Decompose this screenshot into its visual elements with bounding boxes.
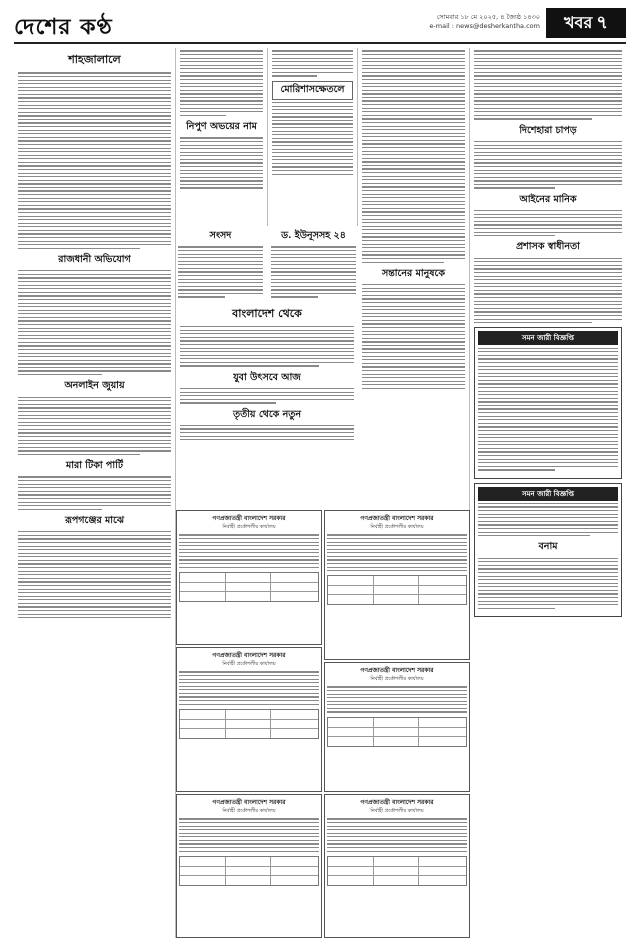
- issue-date: সোমবার ১৮ মে ২০২৫, ৪ জ্যৈষ্ঠ ১৪৩০: [436, 13, 540, 21]
- tender-notice: [324, 662, 470, 792]
- notice-title: সমন জারী বিজ্ঞপ্তি: [478, 487, 618, 501]
- tender-notice: [176, 510, 322, 645]
- article-body: [474, 210, 622, 236]
- tender-table: [179, 856, 319, 886]
- article-body: [272, 50, 353, 76]
- article-body: [18, 72, 171, 249]
- headline-c4-a: সন্তানের মানুষকে: [381, 267, 445, 279]
- column-3: [268, 48, 358, 226]
- headline-c1-low3: রূপগঞ্জের মাঝে: [64, 514, 125, 526]
- section-label: [546, 8, 626, 38]
- article-body: [362, 284, 465, 389]
- tender-notice: [324, 794, 470, 938]
- sub-column: [269, 226, 358, 302]
- section-name: খবর: [564, 13, 593, 32]
- tender-subtitle: নির্বাহী প্রকৌশলীর কার্যালয়: [222, 524, 276, 530]
- contact-email: e-mail : news@desherkantha.com: [429, 22, 540, 30]
- page-number: ৭: [596, 12, 608, 33]
- masthead: [14, 8, 626, 44]
- headline-c3-a: মোরিশাসক্ষেতলে: [272, 81, 353, 100]
- headline-wide-b: যুবা উৎসবে আজ: [233, 371, 301, 383]
- tender-table: [327, 856, 467, 886]
- summons-notice: [474, 327, 622, 478]
- article-body: [18, 531, 171, 618]
- tender-notice: [176, 794, 322, 938]
- tender-title: গণপ্রজাতন্ত্রী বাংলাদেশ সরকার: [360, 515, 434, 522]
- summons-notice: [474, 483, 622, 617]
- article-body: [474, 141, 622, 189]
- tender-subtitle: নির্বাহী প্রকৌশলীর কার্যালয়: [222, 808, 276, 814]
- tender-notice: [324, 510, 470, 660]
- article-body: [362, 50, 465, 262]
- headline-wide-c: তৃতীয় থেকে নতুন: [232, 408, 302, 420]
- tender-title: গণপ্রজাতন্ত্রী বাংলাদেশ সরকার: [360, 667, 434, 674]
- headline-c5-c: প্রশাসক স্বাধীনতা: [516, 241, 580, 253]
- article-body: [180, 50, 263, 116]
- article-body: [18, 476, 171, 509]
- tender-subtitle: নির্বাহী প্রকৌশলীর কার্যালয়: [370, 676, 424, 682]
- tender-title: গণপ্রজাতন্ত্রী বাংলাদেশ সরকার: [212, 515, 286, 522]
- headline-c5-b: আইনের মানিক: [519, 193, 577, 205]
- article-body: [272, 102, 353, 175]
- tender-title: গণপ্রজাতন্ত্রী বাংলাদেশ সরকার: [212, 652, 286, 659]
- headline-c1-top: শাহজালালে: [68, 53, 121, 66]
- tender-subtitle: নির্বাহী প্রকৌশলীর কার্যালয়: [370, 524, 424, 530]
- column-2: [176, 48, 268, 226]
- tender-title: গণপ্রজাতন্ত্রী বাংলাদেশ সরকার: [212, 799, 286, 806]
- article-body: [474, 50, 622, 119]
- headline-c2-a: নিপুণ অভয়ের নাম: [186, 120, 257, 132]
- column-1: [14, 48, 176, 938]
- tender-table: [327, 717, 467, 747]
- tender-title: গণপ্রজাতন্ত্রী বাংলাদেশ সরকার: [360, 799, 434, 806]
- tender-table: [179, 709, 319, 739]
- headline-wide-a: বাংলাদেশ থেকে: [232, 306, 302, 320]
- article-body: [474, 258, 622, 324]
- notice-title: সমন জারী বিজ্ঞপ্তি: [478, 331, 618, 345]
- article-body: [180, 137, 263, 188]
- tender-notices: [176, 510, 470, 938]
- article-body: [18, 397, 171, 455]
- tender-table: [327, 575, 467, 605]
- tender-notice: [176, 647, 322, 792]
- column-4: [358, 48, 470, 548]
- headline-c1-mid: রাজধানী অভিযোগ: [58, 253, 131, 265]
- headline-c1-low2: মারা টিকা পার্টি: [65, 460, 124, 472]
- headline-c1-low1: অনলাইন জুয়ায়: [64, 380, 125, 392]
- headline-c3-b: ড. ইউনূসসহ ২৪: [281, 230, 346, 241]
- article-body: [18, 270, 171, 375]
- tender-table: [179, 572, 319, 602]
- column-5: [470, 48, 626, 938]
- middle-stories: [176, 226, 358, 506]
- sub-column: [176, 226, 265, 302]
- newspaper-title: দেশের কণ্ঠ: [14, 14, 113, 40]
- tender-subtitle: নির্বাহী প্রকৌশলীর কার্যালয়: [370, 808, 424, 814]
- headline-c2-b: সংসদ: [209, 230, 232, 241]
- headline-c5-a: দিশেহারা চাপড়: [519, 124, 577, 136]
- notice-versus: বনাম: [538, 541, 558, 553]
- tender-subtitle: নির্বাহী প্রকৌশলীর কার্যালয়: [222, 661, 276, 667]
